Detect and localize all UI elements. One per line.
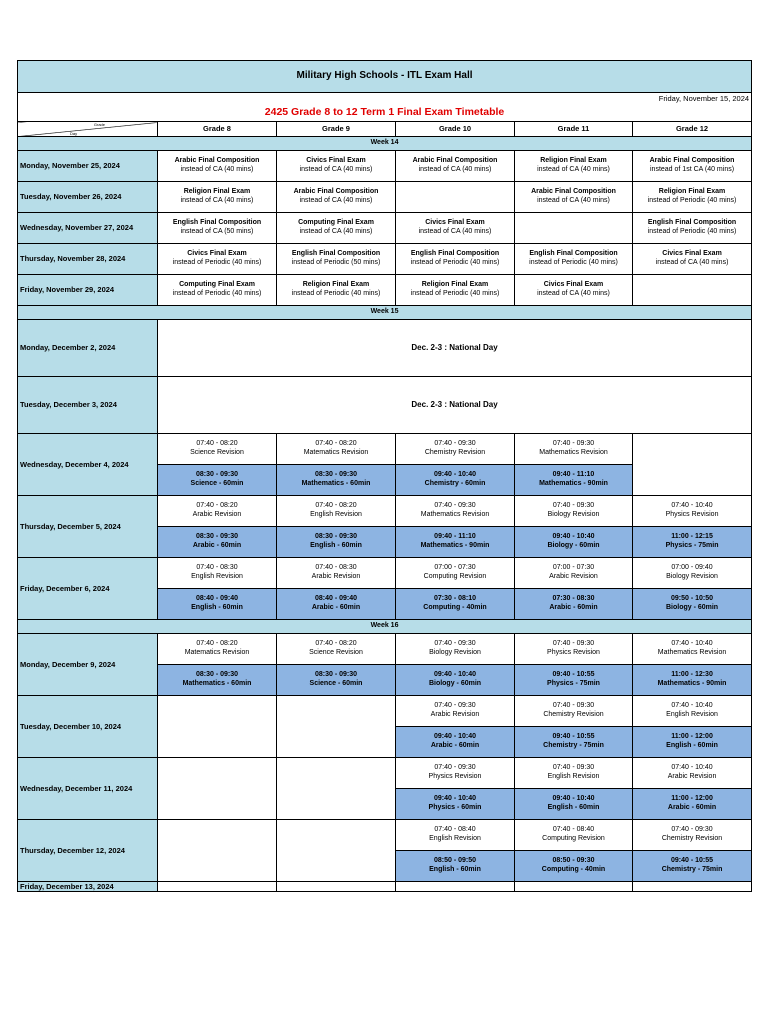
exam-title: Civics Final Exam [425,219,485,227]
exam-time: 09:40 - 10:55 [552,733,595,741]
revision-cell [158,634,277,665]
exam-time: 11:00 - 12:30 [671,671,713,679]
empty-cell [396,882,515,892]
empty-cell [158,882,277,892]
revision-subject: Computing Revision [423,573,487,580]
day-label: Thursday, December 5, 2024 [18,496,158,558]
exam-time: 08:30 - 09:30 [195,471,239,479]
exam-note: instead of CA (40 mins) [299,166,373,173]
exam-cell [396,182,515,213]
revision-cell [396,634,515,665]
exam-title: Civics Final Exam [187,250,247,258]
exam-time: 08:30 - 09:30 [314,471,358,479]
sheet-title: Military High Schools - ITL Exam Hall [18,61,752,93]
revision-time: 07:00 - 09:40 [671,564,713,572]
day-label: Thursday, November 28, 2024 [18,244,158,275]
revision-cell [396,758,515,789]
exam-slot-cell [515,665,633,696]
exam-note: instead of Periodic (50 mins) [291,259,381,266]
exam-slot-cell [396,789,515,820]
exam-slot-cell [277,465,396,496]
exam-time: 08:30 - 09:30 [195,671,239,679]
revision-subject: Matematics Revision [184,649,250,656]
day-label: Tuesday, December 3, 2024 [18,377,158,434]
revision-time: 07:40 - 09:30 [434,440,476,448]
revision-subject: Science Revision [190,449,244,456]
exam-subject: Mathematics - 90min [657,680,727,687]
week-label: Week 14 [18,137,752,151]
revision-time: 07:40 - 08:20 [196,640,238,648]
exam-title: Arabic Final Composition [649,157,735,165]
exam-subject: English - 60min [310,542,362,549]
exam-cell [277,213,396,244]
exam-time: 11:00 - 12:00 [671,795,713,803]
exam-time: 08:30 - 09:30 [314,533,358,541]
exam-note: instead of 1st CA (40 mins) [650,166,735,173]
revision-time: 07:40 - 09:30 [434,702,476,710]
exam-title: English Final Composition [529,250,618,258]
exam-title: Religion Final Exam [183,188,251,196]
revision-time: 07:40 - 10:40 [671,640,713,648]
revision-subject: English Revision [191,573,243,580]
exam-note: instead of CA (40 mins) [537,197,610,204]
exam-note: instead of Periodic (40 mins) [410,259,500,266]
revision-cell [158,558,277,589]
revision-time: 07:40 - 09:30 [552,702,595,710]
revision-time: 07:40 - 08:20 [196,440,238,448]
revision-cell [158,434,277,465]
exam-subject: Biology - 60min [665,604,719,611]
revision-subject: Arabic Revision [192,511,242,518]
exam-subject: Arabic - 60min [430,742,480,749]
revision-time: 07:40 - 09:30 [434,764,476,772]
revision-subject: Science Revision [309,649,363,656]
day-label: Friday, December 13, 2024 [18,882,158,892]
exam-time: 09:40 - 11:10 [552,471,595,479]
revision-time: 07:40 - 09:30 [434,502,476,510]
revision-cell [515,634,633,665]
revision-time: 07:40 - 09:30 [552,764,595,772]
revision-time: 07:40 - 08:40 [434,826,476,834]
revision-cell [396,434,515,465]
exam-cell [396,275,515,306]
grade-header: Grade 11 [515,122,633,137]
timetable-subtitle: 2425 Grade 8 to 12 Term 1 Final Exam Timetable [18,105,752,122]
exam-note: instead of CA (40 mins) [418,166,492,173]
exam-subject: Physics - 75min [665,542,719,549]
revision-time: 07:40 - 08:30 [315,564,357,572]
exam-time: 09:40 - 10:40 [552,533,595,541]
empty-cell [277,696,396,758]
exam-subject: Mathematics - 90min [420,542,490,549]
exam-slot-cell [277,527,396,558]
exam-subject: Arabic - 60min [311,604,361,611]
revision-time: 07:40 - 10:40 [671,764,713,772]
revision-subject: Mathematics Revision [657,649,727,656]
exam-cell [633,151,752,182]
exam-subject: English - 60min [666,742,718,749]
day-label: Friday, November 29, 2024 [18,275,158,306]
exam-title: English Final Composition [172,219,262,227]
exam-subject: Biology - 60min [547,542,600,549]
exam-subject: Computing - 40min [423,604,487,611]
exam-title: Religion Final Exam [421,281,489,289]
revision-cell [396,696,515,727]
empty-cell [633,882,752,892]
exam-subject: Computing - 40min [541,866,606,873]
exam-slot-cell [396,527,515,558]
revision-cell [277,496,396,527]
revision-subject: Arabic Revision [667,773,717,780]
revision-subject: Arabic Revision [549,573,598,580]
revision-subject: Mathematics Revision [539,449,608,456]
exam-time: 08:30 - 09:30 [195,533,239,541]
exam-note: instead of Periodic (40 mins) [529,259,618,266]
exam-cell [515,213,633,244]
exam-time: 09:50 - 10:50 [671,595,714,603]
revision-time: 07:40 - 09:30 [434,640,476,648]
day-label: Monday, November 25, 2024 [18,151,158,182]
exam-slot-cell [633,789,752,820]
revision-cell [515,820,633,851]
revision-cell [396,558,515,589]
exam-note: instead of Periodic (40 mins) [410,290,500,297]
exam-time: 09:40 - 11:10 [434,533,476,541]
revision-subject: Chemistry Revision [543,711,604,718]
exam-note: instead of CA (40 mins) [180,197,254,204]
exam-title: Civics Final Exam [662,250,722,258]
exam-subject: English - 60min [429,866,481,873]
day-label: Friday, December 6, 2024 [18,558,158,620]
day-label: Wednesday, December 11, 2024 [18,758,158,820]
exam-note: instead of CA (40 mins) [299,228,373,235]
exam-subject: Biology - 60min [428,680,482,687]
exam-title: Computing Final Exam [179,281,255,289]
revision-cell [158,496,277,527]
exam-cell [633,275,752,306]
exam-subject: Arabic - 60min [549,604,598,611]
exam-time: 09:40 - 10:40 [433,795,477,803]
exam-subject: Science - 60min [309,680,363,687]
revision-subject: Physics Revision [665,511,719,518]
exam-subject: Physics - 75min [547,680,600,687]
exam-cell [158,182,277,213]
exam-time: 09:40 - 10:40 [433,471,477,479]
exam-note: instead of Periodic (40 mins) [172,290,262,297]
empty-cell [277,758,396,820]
exam-note: instead of CA (40 mins) [655,259,729,266]
exam-time: 08:50 - 09:30 [552,857,595,865]
exam-slot-cell [633,727,752,758]
exam-time: 09:40 - 10:55 [552,671,595,679]
revision-cell [515,496,633,527]
revision-cell [515,758,633,789]
exam-slot-cell [396,465,515,496]
grade-header: Grade 10 [396,122,515,137]
exam-cell [158,213,277,244]
exam-title: Arabic Final Composition [412,157,498,165]
exam-note: instead of Periodic (40 mins) [647,228,737,235]
exam-title: Religion Final Exam [540,157,607,165]
exam-slot-cell [158,465,277,496]
day-label: Wednesday, November 27, 2024 [18,213,158,244]
day-label: Tuesday, November 26, 2024 [18,182,158,213]
revision-time: 07:40 - 08:40 [552,826,595,834]
exam-title: Arabic Final Composition [293,188,379,196]
revision-cell [277,634,396,665]
exam-note: instead of Periodic (40 mins) [647,197,737,204]
exam-subject: Arabic - 60min [192,542,242,549]
exam-subject: Chemistry - 75min [661,866,723,873]
revision-time: 07:40 - 09:30 [671,826,713,834]
exam-cell [277,182,396,213]
timetable [17,60,752,892]
week-label: Week 15 [18,306,752,320]
exam-slot-cell [158,589,277,620]
revision-time: 07:40 - 09:30 [552,502,595,510]
revision-subject: Matematics Revision [303,449,369,456]
revision-cell [633,558,752,589]
exam-subject: Science - 60min [190,480,244,487]
exam-title: English Final Composition [410,250,500,258]
exam-slot-cell [515,851,633,882]
exam-cell [633,244,752,275]
revision-cell [277,434,396,465]
grade-header: Grade 12 [633,122,752,137]
revision-time: 07:40 - 10:40 [671,702,713,710]
exam-note: instead of CA (40 mins) [418,228,492,235]
exam-title: Arabic Final Composition [174,157,260,165]
empty-cell [277,820,396,882]
empty-cell [633,434,752,496]
revision-time: 07:40 - 08:20 [196,502,238,510]
revision-subject: Physics Revision [428,773,482,780]
exam-subject: English - 60min [547,804,600,811]
exam-cell [515,275,633,306]
revision-cell [633,496,752,527]
revision-subject: Mathematics Revision [420,511,490,518]
exam-slot-cell [515,465,633,496]
revision-cell [633,820,752,851]
exam-cell [396,244,515,275]
empty-cell [158,696,277,758]
exam-cell [158,244,277,275]
exam-slot-cell [158,527,277,558]
timetable-sheet [17,60,751,892]
day-label: Monday, December 2, 2024 [18,320,158,377]
revision-subject: English Revision [666,711,718,718]
exam-subject: Chemistry - 75min [543,742,604,749]
exam-title: Religion Final Exam [658,188,726,196]
exam-cell [515,151,633,182]
exam-subject: Physics - 60min [428,804,482,811]
exam-slot-cell [277,589,396,620]
exam-cell [515,182,633,213]
exam-cell [158,275,277,306]
empty-cell [515,882,633,892]
exam-time: 11:00 - 12:15 [671,533,713,541]
revision-subject: English Revision [547,773,600,780]
exam-slot-cell [633,665,752,696]
revision-subject: Biology Revision [547,511,600,518]
revision-time: 07:40 - 09:30 [552,440,595,448]
exam-note: instead of CA (50 mins) [180,228,254,235]
revision-cell [515,558,633,589]
exam-slot-cell [396,665,515,696]
exam-note: instead of CA (40 mins) [299,197,373,204]
exam-note: instead of CA (40 mins) [537,290,610,297]
holiday-note: Dec. 2-3 : National Day [158,377,752,434]
empty-cell [158,758,277,820]
grade-header: Grade 8 [158,122,277,137]
exam-note: instead of Periodic (40 mins) [172,259,262,266]
revision-cell [515,696,633,727]
exam-slot-cell [396,589,515,620]
exam-time: 08:50 - 09:50 [433,857,477,865]
corner-grade-label: Grade [93,122,105,127]
exam-title: Civics Final Exam [306,157,366,165]
day-label: Monday, December 9, 2024 [18,634,158,696]
exam-slot-cell [396,727,515,758]
day-label: Wednesday, December 4, 2024 [18,434,158,496]
exam-slot-cell [396,851,515,882]
revision-time: 07:40 - 10:40 [671,502,713,510]
revision-cell [633,758,752,789]
exam-time: 07:30 - 08:30 [552,595,595,603]
exam-cell [277,244,396,275]
revision-subject: Chemistry Revision [424,449,486,456]
day-label: Thursday, December 12, 2024 [18,820,158,882]
exam-cell [396,213,515,244]
revision-subject: Chemistry Revision [661,835,723,842]
exam-note: instead of Periodic (40 mins) [291,290,381,297]
revision-cell [515,434,633,465]
exam-slot-cell [515,527,633,558]
exam-slot-cell [158,665,277,696]
exam-cell [277,151,396,182]
revision-subject: Physics Revision [547,649,600,656]
revision-time: 07:40 - 08:20 [315,502,357,510]
empty-cell [158,820,277,882]
exam-time: 09:40 - 10:40 [433,671,477,679]
exam-slot-cell [633,851,752,882]
exam-cell [277,275,396,306]
exam-title: Religion Final Exam [302,281,370,289]
revision-subject: Biology Revision [666,573,718,580]
exam-slot-cell [633,527,752,558]
revision-cell [396,496,515,527]
revision-subject: Arabic Revision [311,573,361,580]
exam-subject: Chemistry - 60min [424,480,486,487]
exam-title: Arabic Final Composition [531,188,616,196]
revision-cell [277,558,396,589]
exam-cell [158,151,277,182]
exam-time: 08:40 - 09:40 [314,595,358,603]
exam-subject: Mathematics - 60min [182,680,252,687]
corner-day-label: Day [70,131,78,136]
empty-cell [277,882,396,892]
revision-subject: Biology Revision [429,649,481,656]
exam-time: 07:30 - 08:10 [433,595,477,603]
exam-title: Computing Final Exam [298,219,374,227]
exam-time: 11:00 - 12:00 [671,733,713,741]
revision-time: 07:00 - 07:30 [552,564,595,572]
exam-slot-cell [515,789,633,820]
revision-time: 07:00 - 07:30 [434,564,476,572]
exam-slot-cell [515,727,633,758]
exam-time: 09:40 - 10:40 [433,733,477,741]
revision-cell [396,820,515,851]
exam-slot-cell [277,665,396,696]
sheet-date: Friday, November 15, 2024 [18,93,752,106]
exam-subject: Mathematics - 90min [539,480,608,487]
exam-time: 09:40 - 10:55 [671,857,714,865]
exam-time: 09:40 - 10:40 [552,795,595,803]
corner-cell [18,122,158,137]
revision-time: 07:40 - 09:30 [552,640,595,648]
revision-time: 07:40 - 08:20 [315,440,357,448]
exam-cell [515,244,633,275]
revision-time: 07:40 - 08:30 [196,564,238,572]
revision-cell [633,696,752,727]
holiday-note: Dec. 2-3 : National Day [158,320,752,377]
grade-header: Grade 9 [277,122,396,137]
exam-title: English Final Composition [647,219,737,227]
revision-subject: English Revision [310,511,362,518]
exam-subject: Mathematics - 60min [301,480,371,487]
exam-slot-cell [633,589,752,620]
exam-cell [633,182,752,213]
exam-cell [396,151,515,182]
exam-time: 08:30 - 09:30 [314,671,358,679]
exam-slot-cell [515,589,633,620]
revision-cell [633,634,752,665]
revision-time: 07:40 - 08:20 [315,640,357,648]
exam-subject: Arabic - 60min [667,804,717,811]
exam-note: instead of CA (40 mins) [537,166,610,173]
day-label: Tuesday, December 10, 2024 [18,696,158,758]
exam-title: Civics Final Exam [543,281,604,289]
revision-subject: Arabic Revision [430,711,480,718]
exam-note: instead of CA (40 mins) [180,166,254,173]
week-label: Week 16 [18,620,752,634]
exam-title: English Final Composition [291,250,381,258]
exam-cell [633,213,752,244]
revision-subject: Computing Revision [542,835,605,842]
exam-subject: English - 60min [191,604,243,611]
exam-time: 08:40 - 09:40 [195,595,239,603]
revision-subject: English Revision [429,835,481,842]
